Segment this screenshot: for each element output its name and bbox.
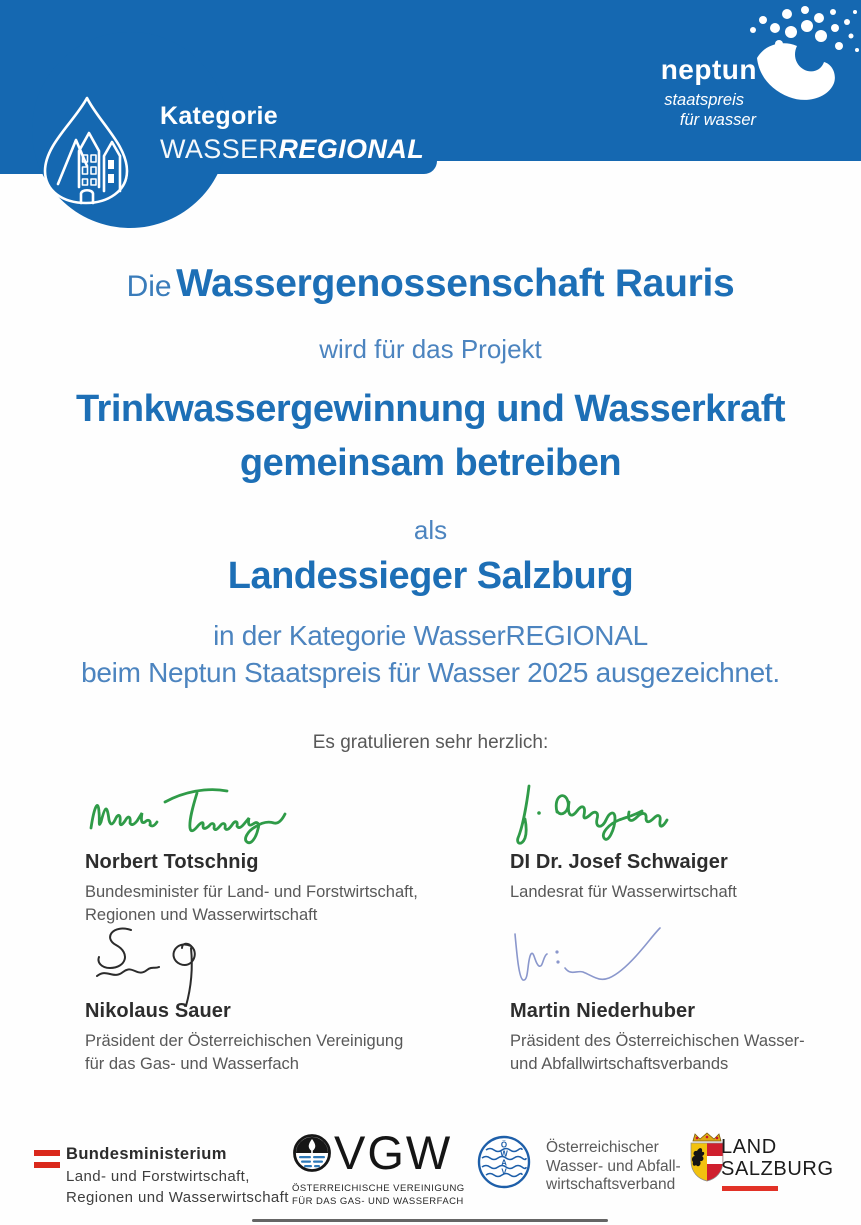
project-lead-in: wird für das Projekt <box>319 334 542 364</box>
ovgw-flame-water-emblem <box>292 1133 332 1173</box>
award-lead-in: als <box>413 515 448 545</box>
signature-martin-niederhuber <box>505 924 675 1002</box>
category-block <box>160 104 424 163</box>
ministry-title: Bundesministerium <box>66 1145 227 1163</box>
ovgw-logo <box>292 1126 465 1208</box>
owav-caption-line: wirtschaftsverband <box>546 1176 676 1193</box>
signer-role-line: für das Gas- und Wasserfach <box>85 1055 299 1073</box>
neptun-wordmark: neptun <box>660 54 757 85</box>
water-splash-icon <box>735 2 861 112</box>
category-word-bold: REGIONAL <box>278 134 425 164</box>
owav-caption <box>546 1139 681 1195</box>
congrats-line: Es gratulieren sehr herzlich: <box>312 732 549 753</box>
signer-role <box>85 881 485 927</box>
owav-letter: A <box>501 1158 507 1168</box>
event-line: beim Neptun Staatspreis für Wasser 2025 ausgezeichnet. <box>81 657 780 688</box>
recipient-name: Wassergenossenschaft Rauris <box>176 262 735 305</box>
ovgw-acronym: VGW <box>334 1126 453 1179</box>
signer-block-sauer <box>85 1001 485 1076</box>
owav-letter: Ö <box>500 1140 508 1150</box>
salzburg-red-underline <box>722 1186 778 1191</box>
award-title: Landessieger Salzburg <box>227 555 634 597</box>
ovgw-wordmark <box>292 1126 465 1179</box>
signer-block-schwaiger <box>510 852 861 904</box>
intro-article: Die <box>126 270 172 303</box>
signature-josef-schwaiger <box>505 780 680 852</box>
signer-name: Nikolaus Sauer <box>85 1000 231 1022</box>
signer-name: Norbert Totschnig <box>85 851 259 873</box>
ovgw-caption <box>292 1183 465 1208</box>
neptun-tagline-1: staatspreis <box>664 91 744 109</box>
signer-role <box>510 881 861 904</box>
signer-name: Martin Niederhuber <box>510 1000 696 1022</box>
ministry-logo-text <box>66 1146 289 1205</box>
category-line: in der Kategorie WasserREGIONAL <box>213 620 648 651</box>
signer-block-totschnig <box>85 852 485 927</box>
owav-caption-line: Wasser- und Abfall- <box>546 1157 681 1175</box>
owav-caption-line: Österreichischer <box>546 1139 659 1156</box>
ovgw-caption-line: FÜR DAS GAS- UND WASSERFACH <box>292 1195 464 1207</box>
project-title-line2: gemeinsam betreiben <box>239 442 622 484</box>
ministry-line: Regionen und Wasserwirtschaft <box>66 1188 289 1206</box>
owav-letter: V <box>501 1167 507 1177</box>
salzburg-wordmark <box>721 1136 834 1180</box>
category-title <box>160 136 424 163</box>
signer-role-line: und Abfallwirtschaftsverbands <box>510 1055 729 1073</box>
signer-role-line: Landesrat für Wasserwirtschaft <box>510 883 737 901</box>
scan-artifact-line <box>252 1219 608 1222</box>
austria-flag-icon <box>34 1150 60 1168</box>
ministry-line: Land- und Forstwirtschaft, <box>66 1167 250 1185</box>
signature-nikolaus-sauer <box>85 922 220 1010</box>
neptun-tagline-2: für wasser <box>679 110 756 129</box>
signer-role <box>85 1030 485 1076</box>
owav-waves-emblem <box>475 1133 533 1191</box>
water-drop-village-icon <box>36 94 138 206</box>
salzburg-line: LAND <box>721 1136 777 1158</box>
signature-norbert-totschnig <box>85 782 300 850</box>
signer-block-niederhuber <box>510 1001 861 1076</box>
signer-role <box>510 1030 861 1076</box>
signer-role-line: Regionen und Wasserwirtschaft <box>85 906 318 924</box>
signer-role-line: Bundesminister für Land- und Forstwirtschaft, <box>85 883 418 901</box>
project-title-line1: Trinkwassergewinnung und Wasserkraft <box>75 388 786 430</box>
ovgw-caption-line: ÖSTERREICHISCHE VEREINIGUNG <box>292 1183 465 1194</box>
signer-role-line: Präsident des Österreichischen Wasser- <box>510 1032 805 1050</box>
category-word-light: WASSER <box>160 134 279 164</box>
recipient-line <box>0 264 861 303</box>
signer-name: DI Dr. Josef Schwaiger <box>510 851 728 873</box>
signer-role-line: Präsident der Österreichischen Vereinigung <box>85 1032 404 1050</box>
category-kicker: Kategorie <box>160 102 279 130</box>
owav-letter: W <box>500 1149 508 1159</box>
salzburg-line: SALZBURG <box>721 1158 834 1180</box>
